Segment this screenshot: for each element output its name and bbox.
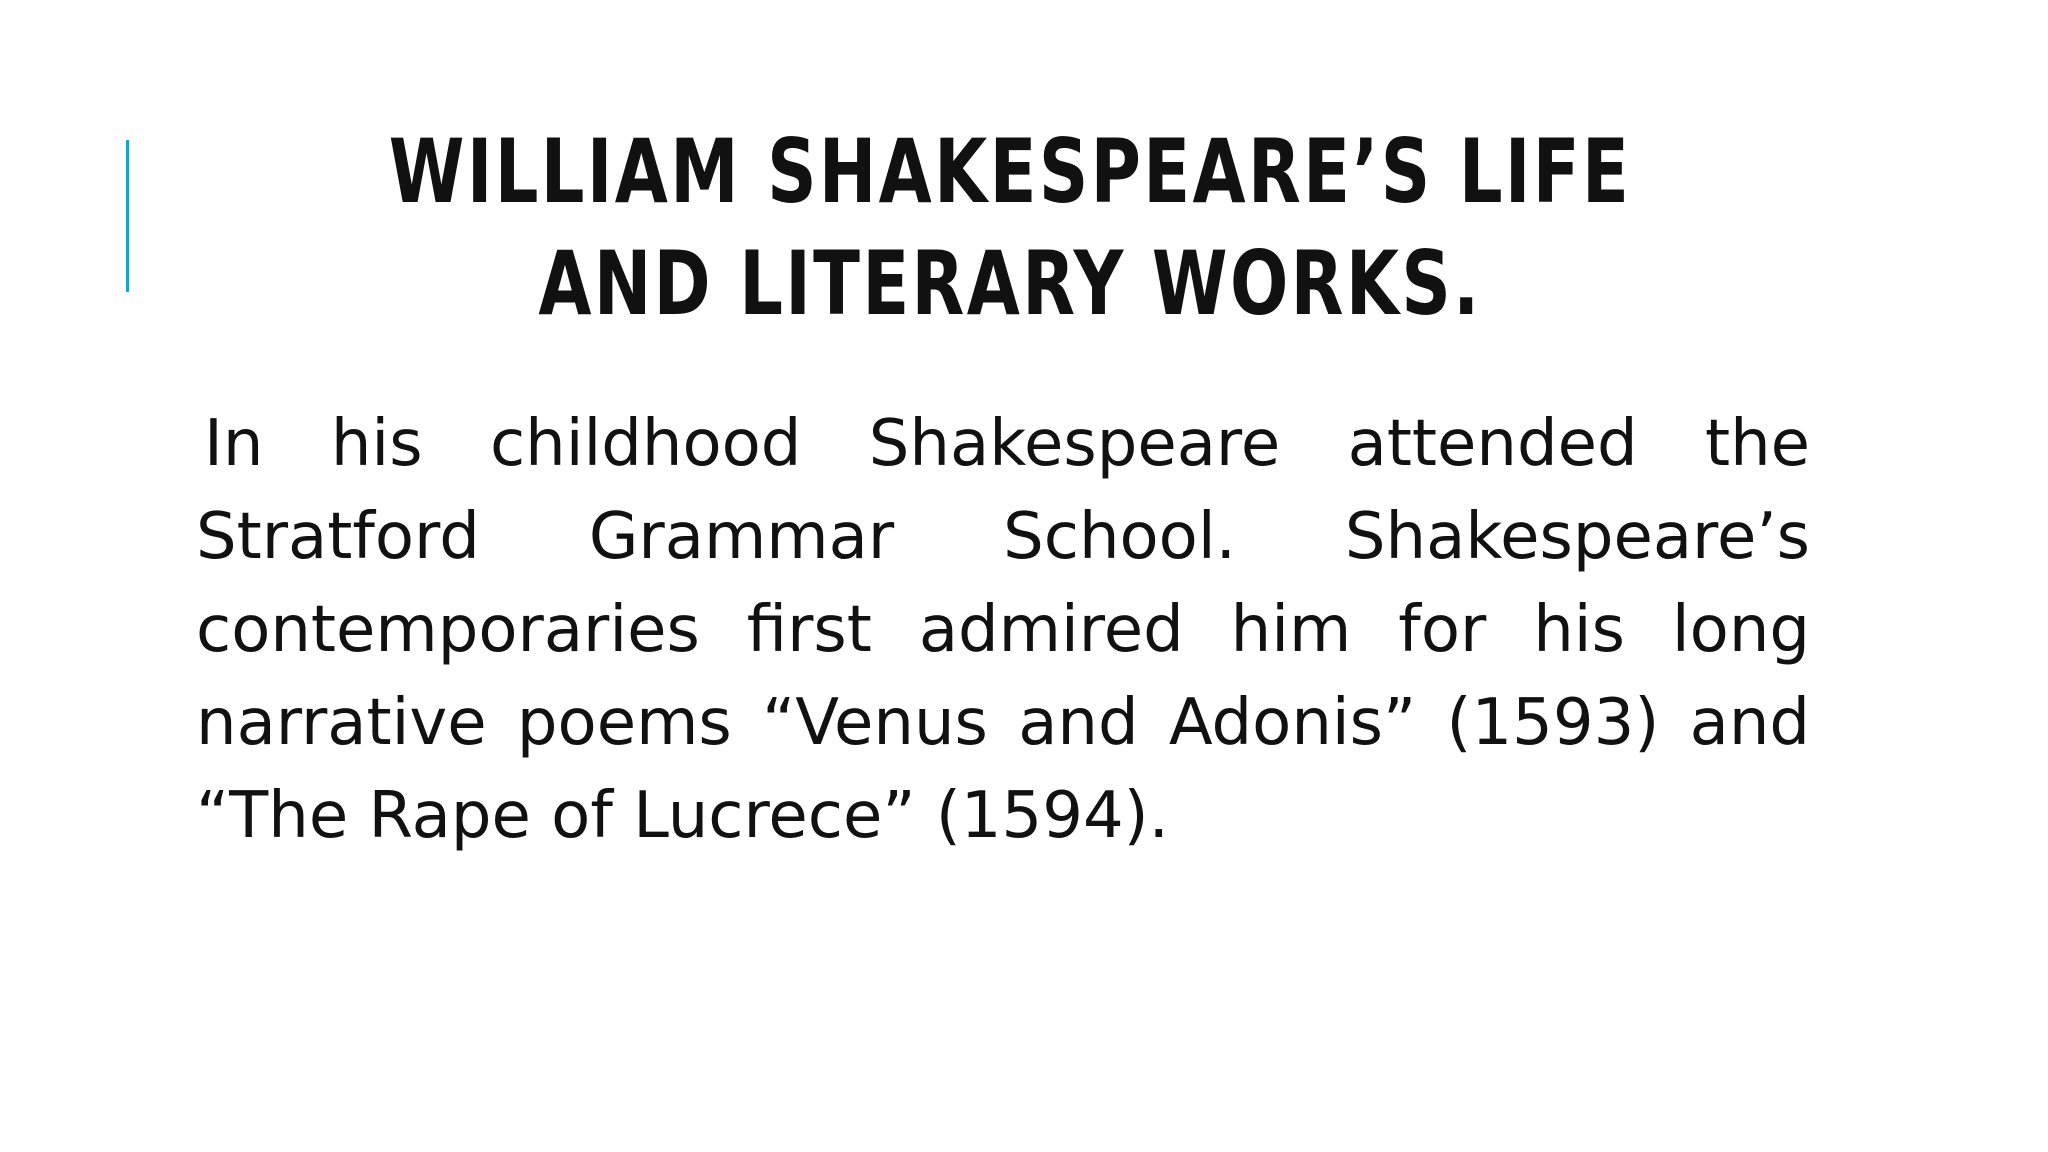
slide-title: WILLIAM SHAKESPEARE’S LIFE AND LITERARY WORKS. <box>388 120 1632 335</box>
slide-body-text: In his childhood Shakespeare attended the Stratford Grammar School. Shakespeare’s contemporaries first admired him for his long narrative poems “Venus and Adonis” (1593) and “The Rape of Lucrece” (1594). <box>196 407 1810 853</box>
title-accent-bar <box>126 140 129 292</box>
